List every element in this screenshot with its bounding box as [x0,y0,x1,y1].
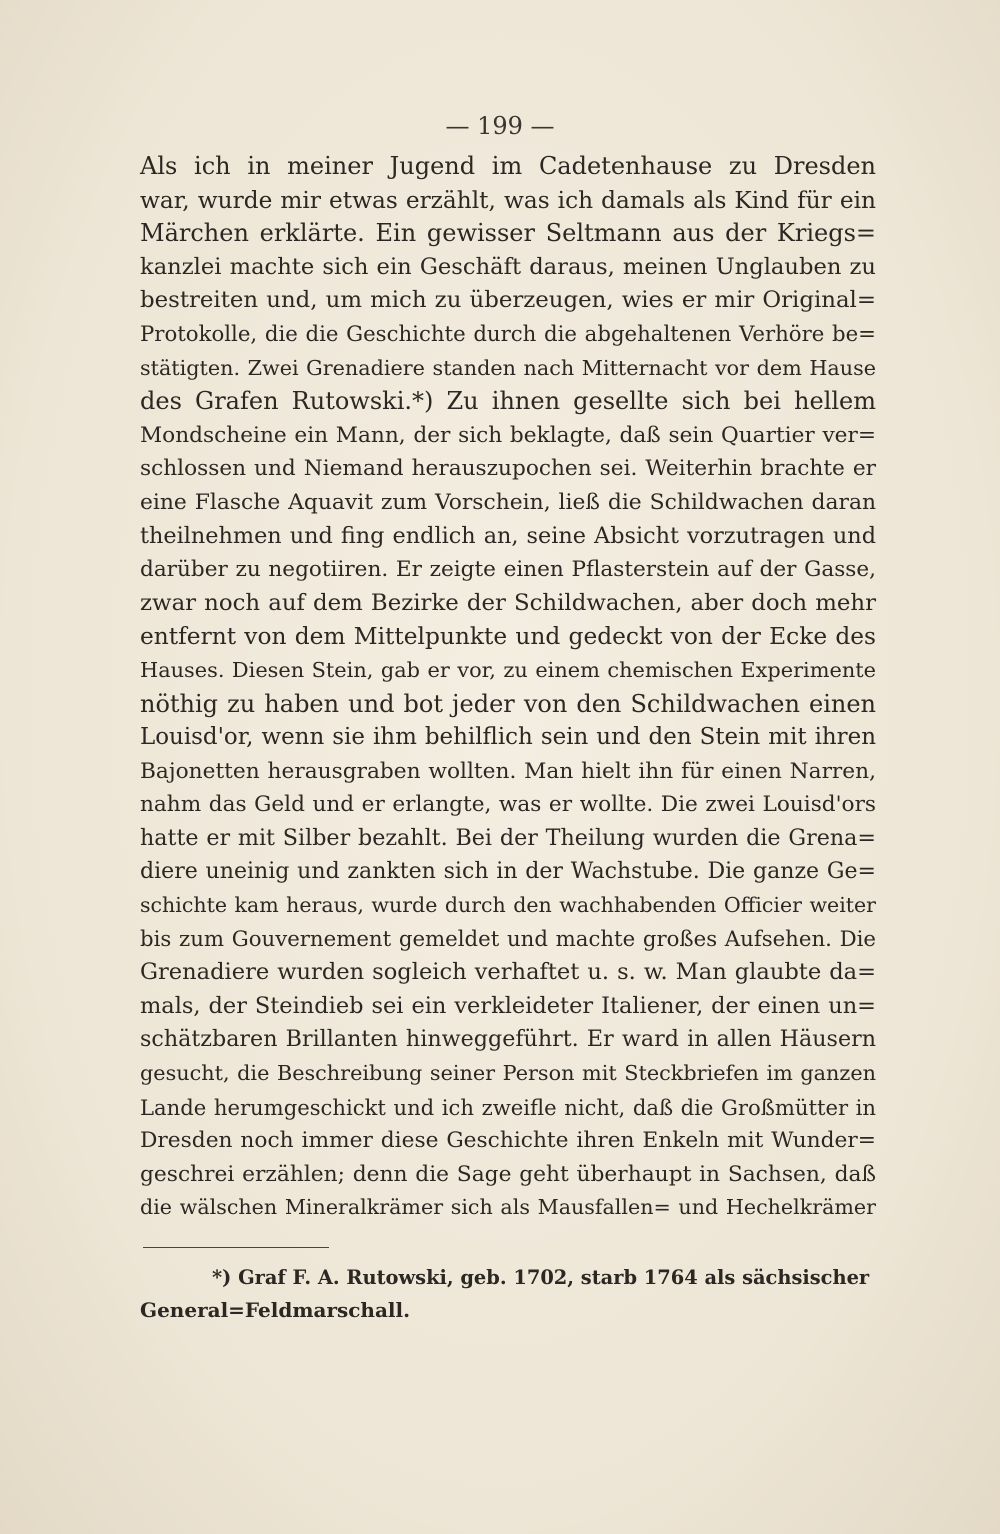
text-line: Grenadiere wurden sogleich verhaftet u. s. w. Man glaubte da= [140,959,876,986]
footnote [140,1262,876,1326]
text-line: Märchen erklärte. Ein gewisser Seltmann aus der Kriegs= [140,219,876,248]
text-line: kanzlei machte sich ein Geschäft daraus, meinen Unglauben zu [140,253,876,280]
text-line: entfernt von dem Mittelpunkte und gedeckt von der Ecke des [140,623,876,651]
text-line: Als ich in meiner Jugend im Cadetenhause zu Dresden [140,152,876,180]
text-line: theilnehmen und fing endlich an, seine Absicht vorzutragen und [140,522,876,549]
text-line: schlossen und Niemand herauszupochen sei. Weiterhin brachte er [140,456,876,482]
text-line: nöthig zu haben und bot jeder von den Schildwachen einen [140,689,876,718]
footnote-line: *) Graf F. A. Rutowski, geb. 1702, starb 1764 als sächsischer [212,1266,870,1289]
text-line: diere uneinig und zankten sich in der Wachstube. Die ganze Ge= [140,859,876,885]
text-line: zwar noch auf dem Bezirke der Schildwachen, aber doch mehr [140,589,876,616]
text-line: Mondscheine ein Mann, der sich beklagte, daß sein Quartier ver= [140,422,876,448]
text-line: Hauses. Diesen Stein, gab er vor, zu einem chemischen Experimente [140,657,876,682]
footnote-line: General=Feldmarschall. [140,1298,411,1322]
text-line: des Grafen Rutowski.*) Zu ihnen gesellte sich bei hellem [140,387,876,416]
text-line: geschrei erzählen; denn die Sage geht überhaupt in Sachsen, daß [140,1161,876,1187]
text-line: eine Flasche Aquavit zum Vorschein, ließ die Schildwachen daran [140,489,876,515]
text-line: Protokolle, die die Geschichte durch die abgehaltenen Verhöre be= [140,321,876,347]
text-line: Lande herumgeschickt und ich zweifle nicht, daß die Großmütter in [140,1094,876,1120]
page-number: — 199 — [445,112,555,140]
text-line: bestreiten und, um mich zu überzeugen, wies er mir Original= [140,287,876,314]
body-text [140,150,876,1225]
text-line: schätzbaren Brillanten hinweggeführt. Er ward in allen Häusern [140,1026,876,1053]
text-line: Bajonetten herausgraben wollten. Man hielt ihn für einen Narren, [140,758,876,784]
text-line: Dresden noch immer diese Geschichte ihren Enkeln mit Wunder= [140,1128,876,1154]
footnote-rule [143,1247,329,1248]
text-line: schichte kam heraus, wurde durch den wachhabenden Officier weiter [140,893,876,918]
text-line: die wälschen Mineralkrämer sich als Mausfallen= und Hechelkrämer [140,1195,876,1220]
text-line: stätigten. Zwei Grenadiere standen nach Mitternacht vor dem Hause [140,355,876,380]
text-line: war, wurde mir etwas erzählt, was ich damals als Kind für ein [140,186,876,214]
text-line: nahm das Geld und er erlangte, was er wollte. Die zwei Louisd'ors [140,792,876,818]
text-line: gesucht, die Beschreibung seiner Person mit Steckbriefen im ganzen [140,1061,876,1086]
text-line: Louisd'or, wenn sie ihm behilflich sein und den Stein mit ihren [140,724,876,751]
text-line: darüber zu negotiiren. Er zeigte einen Pflasterstein auf der Gasse, [140,557,876,583]
text-line: bis zum Gouvernement gemeldet und machte großes Aufsehen. Die [140,926,876,952]
text-line: mals, der Steindieb sei ein verkleideter Italiener, der einen un= [140,992,876,1019]
text-line: hatte er mit Silber bezahlt. Bei der Theilung wurden die Grena= [140,824,876,851]
